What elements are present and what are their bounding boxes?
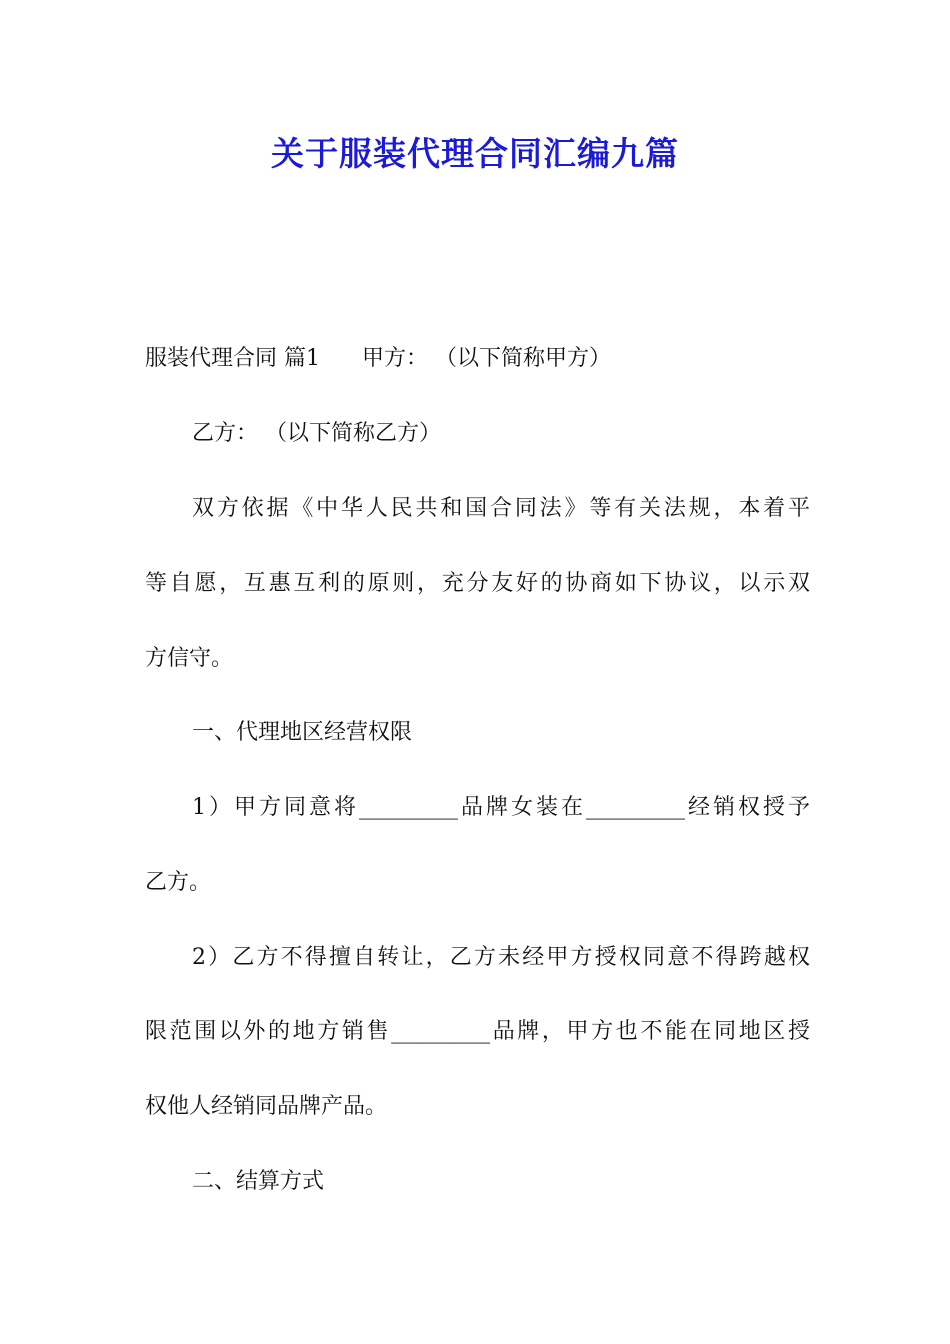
paragraph-line: 1）甲方同意将_________品牌女装在_________经销权授予 xyxy=(192,795,810,820)
party-b-line: 乙方： （以下简称乙方） xyxy=(192,421,441,446)
paragraph-line: 双方依据《中华人民共和国合同法》等有关法规，本着平 xyxy=(192,496,810,521)
contract-heading: 服装代理合同 篇1 xyxy=(145,346,320,371)
paragraph-line: 等自愿，互惠互利的原则，充分友好的协商如下协议，以示双 xyxy=(145,571,810,596)
contract-heading-line xyxy=(145,343,810,375)
document-title: 关于服装代理合同汇编九篇 xyxy=(271,134,679,173)
paragraph-line: 乙方。 xyxy=(145,870,212,895)
paragraph-line: 权他人经销同品牌产品。 xyxy=(145,1094,388,1119)
paragraph-line: 限范围以外的地方销售_________品牌，甲方也不能在同地区授 xyxy=(145,1019,810,1044)
section-heading: 二、结算方式 xyxy=(192,1169,325,1194)
party-a-line: 甲方： （以下简称甲方） xyxy=(362,346,611,371)
section-heading: 一、代理地区经营权限 xyxy=(192,720,413,745)
paragraph-line: 方信守。 xyxy=(145,646,234,671)
paragraph-line: 2）乙方不得擅自转让，乙方未经甲方授权同意不得跨越权 xyxy=(192,945,810,970)
